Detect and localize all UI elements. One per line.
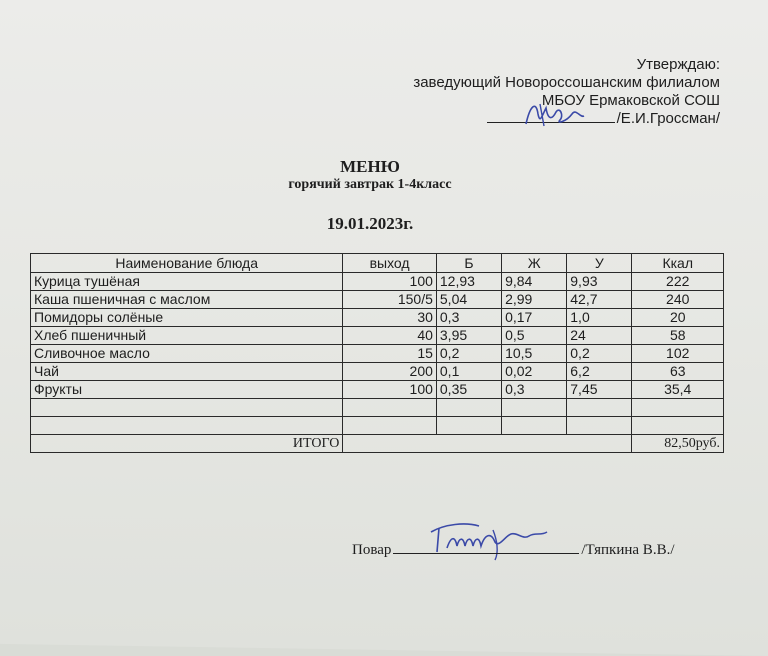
header-fats: Ж: [502, 254, 567, 273]
menu-title: МЕНЮ: [340, 157, 400, 176]
dish-proteins: 3,95: [436, 327, 501, 345]
approval-heading: Утверждаю:: [636, 56, 720, 73]
menu-date: 19.01.2023г.: [326, 214, 414, 233]
header-carbs: У: [567, 254, 632, 273]
dish-portion: 150/5: [343, 291, 437, 309]
empty-cell: [436, 399, 501, 417]
empty-cell: [343, 399, 437, 417]
dish-fats: 0,17: [502, 309, 567, 327]
approval-school: МБОУ Ермаковской СОШ: [541, 92, 720, 109]
empty-cell: [31, 399, 343, 417]
dish-fats: 9,84: [502, 273, 567, 291]
empty-cell: [436, 417, 501, 435]
empty-table-row: [31, 399, 724, 417]
dish-proteins: 12,93: [436, 273, 501, 291]
menu-subtitle: горячий завтрак 1-4класс: [288, 177, 452, 192]
dish-kcal: 102: [632, 345, 724, 363]
dish-portion: 40: [343, 327, 437, 345]
total-row: [31, 435, 724, 453]
dish-carbs: 9,93: [567, 273, 632, 291]
cook-signature-block: [352, 542, 675, 559]
dish-fats: 10,5: [502, 345, 567, 363]
dish-kcal: 222: [632, 273, 724, 291]
dish-fats: 0,5: [502, 327, 567, 345]
dish-name: Чай: [31, 363, 343, 381]
table-row: [31, 309, 724, 327]
header-portion: выход: [343, 254, 437, 273]
dish-carbs: 7,45: [567, 381, 632, 399]
dish-proteins: 5,04: [436, 291, 501, 309]
dish-kcal: 63: [632, 363, 724, 381]
dish-kcal: 20: [632, 309, 724, 327]
cook-label: Повар: [352, 542, 392, 558]
empty-cell: [502, 417, 567, 435]
table-row: [31, 363, 724, 381]
cook-signature-underline: [393, 553, 579, 554]
dish-carbs: 6,2: [567, 363, 632, 381]
dish-name: Фрукты: [31, 381, 343, 399]
table-row: [31, 345, 724, 363]
dish-name: Курица тушёная: [31, 273, 343, 291]
table-row: [31, 327, 724, 345]
header-kcal: Ккал: [632, 254, 724, 273]
empty-cell: [567, 417, 632, 435]
dish-proteins: 0,1: [436, 363, 501, 381]
menu-table: [30, 253, 724, 453]
dish-kcal: 58: [632, 327, 724, 345]
dish-fats: 0,02: [502, 363, 567, 381]
dish-kcal: 35,4: [632, 381, 724, 399]
empty-cell: [343, 417, 437, 435]
dish-portion: 100: [343, 273, 437, 291]
dish-name: Каша пшеничная с маслом: [31, 291, 343, 309]
dish-portion: 30: [343, 309, 437, 327]
dish-proteins: 0,3: [436, 309, 501, 327]
empty-cell: [502, 399, 567, 417]
dish-kcal: 240: [632, 291, 724, 309]
dish-portion: 100: [343, 381, 437, 399]
empty-cell: [632, 417, 724, 435]
dish-portion: 15: [343, 345, 437, 363]
dish-carbs: 0,2: [567, 345, 632, 363]
dish-fats: 0,3: [502, 381, 567, 399]
dish-fats: 2,99: [502, 291, 567, 309]
empty-cell: [567, 399, 632, 417]
approval-position: заведующий Новороссошанским филиалом: [413, 74, 720, 91]
table-row: [31, 291, 724, 309]
dish-name: Помидоры солёные: [31, 309, 343, 327]
cook-name: /Тяпкина В.В./: [581, 542, 675, 558]
empty-cell: [31, 417, 343, 435]
approver-signature-icon: [520, 96, 590, 130]
table-row: [31, 273, 724, 291]
dish-proteins: 0,2: [436, 345, 501, 363]
dish-carbs: 42,7: [567, 291, 632, 309]
dish-name: Сливочное масло: [31, 345, 343, 363]
total-label: ИТОГО: [31, 435, 343, 453]
table-header-row: [31, 254, 724, 273]
total-value: 82,50руб.: [632, 435, 724, 453]
table-row: [31, 381, 724, 399]
header-dish-name: Наименование блюда: [31, 254, 343, 273]
header-proteins: Б: [436, 254, 501, 273]
dish-carbs: 24: [567, 327, 632, 345]
empty-cell: [632, 399, 724, 417]
dish-proteins: 0,35: [436, 381, 501, 399]
dish-portion: 200: [343, 363, 437, 381]
empty-table-row: [31, 417, 724, 435]
dish-carbs: 1,0: [567, 309, 632, 327]
approver-name: /Е.И.Гроссман/: [616, 110, 720, 127]
dish-name: Хлеб пшеничный: [31, 327, 343, 345]
total-spacer: [343, 435, 632, 453]
